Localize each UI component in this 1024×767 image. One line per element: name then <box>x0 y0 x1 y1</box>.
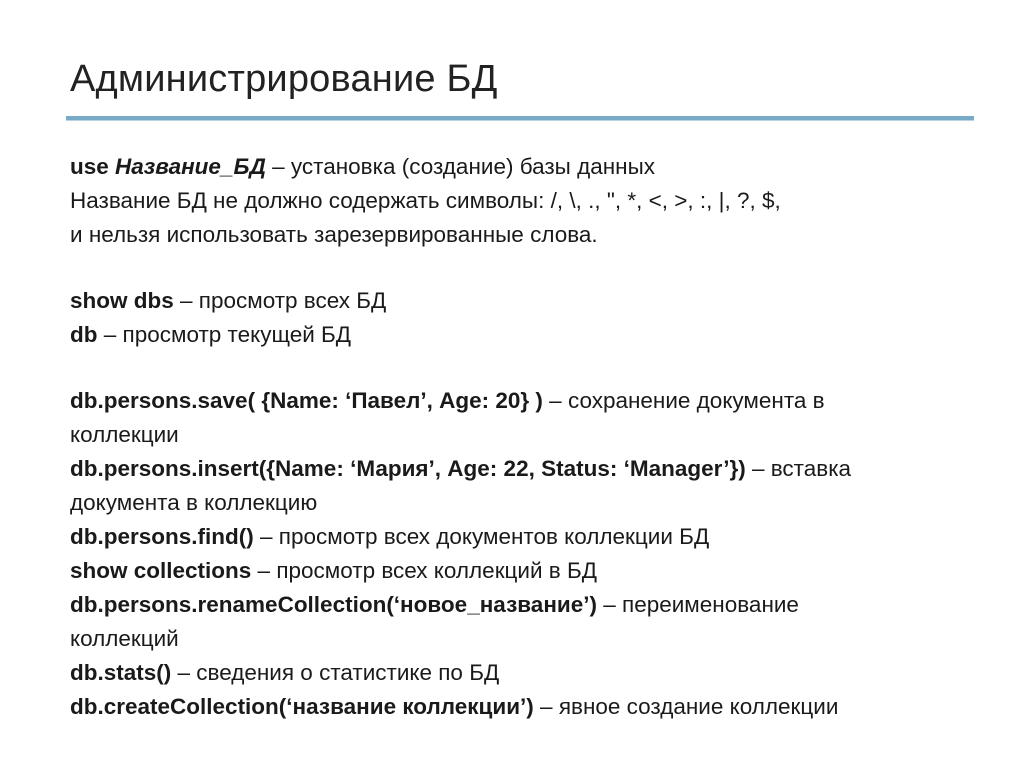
insert-description: – вставка <box>745 456 852 481</box>
rename-line <box>70 588 970 622</box>
db-command: db <box>70 322 98 347</box>
save-description: – сохранение документа в <box>542 388 825 413</box>
slide-content <box>70 150 970 724</box>
show-collections-description: – просмотр всех коллекций в БД <box>251 558 598 583</box>
stats-line <box>70 656 970 690</box>
show-collections-command: show collections <box>70 558 252 583</box>
stats-command: db.stats() <box>70 660 172 685</box>
use-command: use <box>70 154 116 179</box>
spacer <box>70 352 970 384</box>
title-underline <box>66 116 974 121</box>
rename-description: – переименование <box>597 592 799 617</box>
insert-line-continued: документа в коллекцию <box>70 490 318 515</box>
create-collection-line <box>70 690 970 724</box>
use-description: – установка (создание) базы данных <box>265 154 655 179</box>
use-argument: Название_БД <box>115 154 266 179</box>
save-line-continued: коллекции <box>70 422 179 447</box>
find-command: db.persons.find() <box>70 524 254 549</box>
spacer <box>70 252 970 284</box>
insert-line <box>70 452 970 486</box>
reserved-words-line: и нельзя использовать зарезервированные слова. <box>70 222 598 247</box>
find-line <box>70 520 970 554</box>
show-dbs-line <box>70 284 970 318</box>
show-collections-line <box>70 554 970 588</box>
create-collection-description: – явное создание коллекции <box>533 694 839 719</box>
rename-command: db.persons.renameCollection(‘новое_название’) <box>70 592 597 617</box>
slide-title: Администрирование БД <box>70 58 498 100</box>
forbidden-symbols-line: Название БД не должно содержать символы: /, \, ., ", *, <, >, :, |, ?, $, <box>70 188 781 213</box>
db-line <box>70 318 970 352</box>
save-line <box>70 384 970 418</box>
show-dbs-description: – просмотр всех БД <box>173 288 387 313</box>
use-line <box>70 150 970 184</box>
save-command: db.persons.save( {Name: ‘Павел’, Age: 20} ) <box>70 388 543 413</box>
show-dbs-command: show dbs <box>70 288 174 313</box>
stats-description: – сведения о статистике по БД <box>171 660 500 685</box>
insert-command: db.persons.insert({Name: ‘Мария’, Age: 22, Status: ‘Manager’}) <box>70 456 746 481</box>
db-description: – просмотр текущей БД <box>97 322 352 347</box>
create-collection-command: db.createCollection(‘название коллекции’) <box>70 694 534 719</box>
rename-line-continued: коллекций <box>70 626 179 651</box>
find-description: – просмотр всех документов коллекции БД <box>253 524 710 549</box>
